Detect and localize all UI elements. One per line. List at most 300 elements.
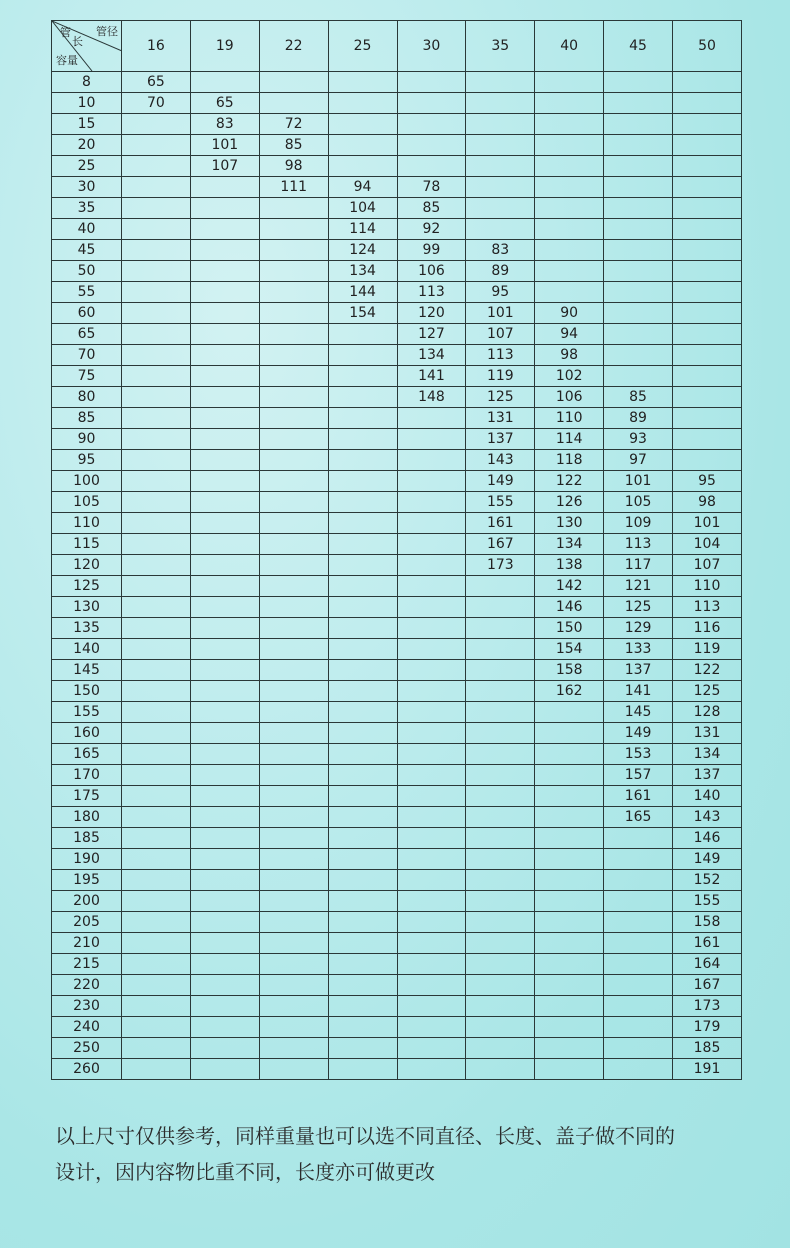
column-header: 35: [466, 21, 535, 72]
length-cell: [673, 450, 742, 471]
length-cell: [190, 366, 259, 387]
length-cell: [673, 429, 742, 450]
length-cell: 121: [604, 576, 673, 597]
length-cell: [259, 681, 328, 702]
length-cell: 110: [673, 576, 742, 597]
table-row: [52, 471, 742, 492]
length-cell: [466, 72, 535, 93]
length-cell: [535, 72, 604, 93]
length-cell: [535, 1059, 604, 1080]
length-cell: [604, 219, 673, 240]
length-cell: [122, 912, 191, 933]
length-cell: [673, 219, 742, 240]
length-cell: 154: [328, 303, 397, 324]
length-cell: 94: [328, 177, 397, 198]
length-cell: [122, 534, 191, 555]
length-cell: [535, 744, 604, 765]
length-cell: [259, 660, 328, 681]
length-cell: [190, 198, 259, 219]
length-cell: [328, 408, 397, 429]
length-cell: [122, 618, 191, 639]
length-cell: [673, 408, 742, 429]
length-cell: [397, 765, 466, 786]
length-cell: 150: [535, 618, 604, 639]
length-cell: [259, 198, 328, 219]
length-cell: [122, 450, 191, 471]
length-cell: [259, 282, 328, 303]
length-cell: [535, 282, 604, 303]
length-cell: [535, 954, 604, 975]
length-cell: [328, 513, 397, 534]
length-cell: [122, 996, 191, 1017]
length-cell: [328, 954, 397, 975]
table-body: [52, 72, 742, 1080]
length-cell: [190, 282, 259, 303]
table-row: [52, 597, 742, 618]
length-cell: 131: [673, 723, 742, 744]
length-cell: 154: [535, 639, 604, 660]
length-cell: [673, 177, 742, 198]
length-cell: 143: [466, 450, 535, 471]
column-header: 25: [328, 21, 397, 72]
length-cell: [466, 93, 535, 114]
length-cell: [259, 996, 328, 1017]
length-cell: [604, 1038, 673, 1059]
length-cell: [259, 912, 328, 933]
length-cell: [122, 177, 191, 198]
length-cell: [604, 849, 673, 870]
length-cell: [259, 1059, 328, 1080]
length-cell: 161: [466, 513, 535, 534]
length-cell: [397, 534, 466, 555]
length-cell: [328, 1017, 397, 1038]
length-cell: [397, 1059, 466, 1080]
length-cell: [122, 597, 191, 618]
capacity-cell: 100: [52, 471, 122, 492]
length-cell: [397, 135, 466, 156]
length-cell: [397, 828, 466, 849]
length-cell: [190, 513, 259, 534]
length-cell: [259, 324, 328, 345]
length-cell: [190, 807, 259, 828]
length-cell: [190, 72, 259, 93]
length-cell: 158: [673, 912, 742, 933]
capacity-cell: 115: [52, 534, 122, 555]
capacity-cell: 230: [52, 996, 122, 1017]
length-cell: [397, 660, 466, 681]
length-cell: 134: [673, 744, 742, 765]
length-cell: [466, 723, 535, 744]
length-cell: 113: [673, 597, 742, 618]
length-cell: 155: [673, 891, 742, 912]
length-cell: 120: [397, 303, 466, 324]
length-cell: 161: [604, 786, 673, 807]
length-cell: [190, 891, 259, 912]
length-cell: [466, 576, 535, 597]
length-cell: [259, 1017, 328, 1038]
length-cell: [259, 387, 328, 408]
length-cell: [259, 492, 328, 513]
length-cell: [466, 786, 535, 807]
corner-label-tube: 管: [60, 26, 71, 39]
length-cell: 130: [535, 513, 604, 534]
length-cell: 164: [673, 954, 742, 975]
capacity-cell: 220: [52, 975, 122, 996]
column-header: 16: [122, 21, 191, 72]
length-cell: [328, 618, 397, 639]
length-cell: 101: [190, 135, 259, 156]
length-cell: [259, 597, 328, 618]
length-cell: [397, 1038, 466, 1059]
length-cell: 140: [673, 786, 742, 807]
length-cell: 173: [673, 996, 742, 1017]
length-cell: [190, 1038, 259, 1059]
length-cell: [604, 324, 673, 345]
length-cell: [466, 975, 535, 996]
length-cell: [259, 555, 328, 576]
length-cell: [466, 597, 535, 618]
length-cell: [328, 849, 397, 870]
length-cell: [122, 744, 191, 765]
table-row: [52, 1059, 742, 1080]
length-cell: [604, 870, 673, 891]
length-cell: [122, 156, 191, 177]
length-cell: 157: [604, 765, 673, 786]
length-cell: [259, 1038, 328, 1059]
length-cell: 145: [604, 702, 673, 723]
capacity-cell: 40: [52, 219, 122, 240]
capacity-cell: 95: [52, 450, 122, 471]
table-row: [52, 933, 742, 954]
length-cell: [466, 618, 535, 639]
length-cell: 134: [328, 261, 397, 282]
table-row: [52, 324, 742, 345]
length-cell: [190, 261, 259, 282]
length-cell: [328, 429, 397, 450]
length-cell: [190, 345, 259, 366]
column-header: 19: [190, 21, 259, 72]
length-cell: [535, 975, 604, 996]
length-cell: [673, 240, 742, 261]
length-cell: [259, 72, 328, 93]
table-row: [52, 534, 742, 555]
length-cell: [122, 345, 191, 366]
length-cell: [259, 618, 328, 639]
length-cell: 142: [535, 576, 604, 597]
length-cell: [466, 828, 535, 849]
length-cell: [122, 660, 191, 681]
length-cell: 173: [466, 555, 535, 576]
length-cell: [673, 261, 742, 282]
table-row: [52, 639, 742, 660]
length-cell: [604, 975, 673, 996]
length-cell: [122, 933, 191, 954]
length-cell: [466, 135, 535, 156]
column-header: 45: [604, 21, 673, 72]
table-row: [52, 765, 742, 786]
table-row: [52, 891, 742, 912]
capacity-cell: 110: [52, 513, 122, 534]
length-cell: [259, 744, 328, 765]
length-cell: [328, 702, 397, 723]
length-cell: [466, 954, 535, 975]
length-cell: [122, 639, 191, 660]
length-cell: [122, 198, 191, 219]
length-cell: [259, 261, 328, 282]
length-cell: [604, 93, 673, 114]
length-cell: [397, 492, 466, 513]
length-cell: 162: [535, 681, 604, 702]
length-cell: [190, 387, 259, 408]
table-row: [52, 492, 742, 513]
capacity-cell: 35: [52, 198, 122, 219]
length-cell: [604, 828, 673, 849]
length-cell: [535, 723, 604, 744]
capacity-cell: 8: [52, 72, 122, 93]
length-cell: [466, 933, 535, 954]
capacity-cell: 55: [52, 282, 122, 303]
length-cell: [397, 1017, 466, 1038]
capacity-cell: 125: [52, 576, 122, 597]
length-cell: [190, 324, 259, 345]
length-cell: [604, 345, 673, 366]
capacity-cell: 205: [52, 912, 122, 933]
length-cell: 102: [535, 366, 604, 387]
table-row: [52, 261, 742, 282]
table-row: [52, 1017, 742, 1038]
length-cell: [604, 240, 673, 261]
length-cell: [466, 912, 535, 933]
length-cell: [328, 72, 397, 93]
capacity-cell: 60: [52, 303, 122, 324]
table-row: [52, 912, 742, 933]
table-row: [52, 429, 742, 450]
column-header: 30: [397, 21, 466, 72]
length-cell: [604, 135, 673, 156]
length-cell: [466, 849, 535, 870]
length-cell: [190, 1059, 259, 1080]
length-cell: [328, 828, 397, 849]
capacity-cell: 70: [52, 345, 122, 366]
length-cell: 148: [397, 387, 466, 408]
length-cell: 191: [673, 1059, 742, 1080]
capacity-cell: 15: [52, 114, 122, 135]
length-cell: [673, 282, 742, 303]
tube-size-table: [51, 20, 742, 1080]
length-cell: 165: [604, 807, 673, 828]
length-cell: [328, 114, 397, 135]
length-cell: [397, 597, 466, 618]
length-cell: [190, 849, 259, 870]
length-cell: [466, 870, 535, 891]
length-cell: 107: [466, 324, 535, 345]
capacity-cell: 50: [52, 261, 122, 282]
length-cell: [604, 177, 673, 198]
length-cell: 85: [259, 135, 328, 156]
length-cell: [190, 303, 259, 324]
length-cell: [604, 114, 673, 135]
length-cell: 99: [397, 240, 466, 261]
length-cell: 125: [673, 681, 742, 702]
corner-label-capacity: 容量: [56, 54, 78, 67]
table-row: [52, 744, 742, 765]
length-cell: [122, 282, 191, 303]
column-header: 22: [259, 21, 328, 72]
length-cell: [397, 618, 466, 639]
length-cell: [328, 387, 397, 408]
length-cell: 134: [397, 345, 466, 366]
length-cell: 72: [259, 114, 328, 135]
length-cell: 185: [673, 1038, 742, 1059]
length-cell: 89: [466, 261, 535, 282]
length-cell: [328, 975, 397, 996]
length-cell: [259, 933, 328, 954]
length-cell: 105: [604, 492, 673, 513]
length-cell: 97: [604, 450, 673, 471]
length-cell: 137: [673, 765, 742, 786]
length-cell: [397, 807, 466, 828]
length-cell: [535, 786, 604, 807]
length-cell: [535, 93, 604, 114]
capacity-cell: 150: [52, 681, 122, 702]
table-row: [52, 702, 742, 723]
capacity-cell: 140: [52, 639, 122, 660]
length-cell: [397, 702, 466, 723]
length-cell: 117: [604, 555, 673, 576]
table-row: [52, 828, 742, 849]
length-cell: [535, 219, 604, 240]
length-cell: [259, 240, 328, 261]
length-cell: [190, 744, 259, 765]
table-row: [52, 723, 742, 744]
length-cell: [259, 702, 328, 723]
length-cell: 83: [190, 114, 259, 135]
length-cell: [190, 618, 259, 639]
length-cell: [122, 492, 191, 513]
length-cell: 149: [604, 723, 673, 744]
capacity-cell: 215: [52, 954, 122, 975]
length-cell: [122, 1017, 191, 1038]
capacity-cell: 85: [52, 408, 122, 429]
table-row: [52, 1038, 742, 1059]
length-cell: 155: [466, 492, 535, 513]
length-cell: [328, 639, 397, 660]
length-cell: 133: [604, 639, 673, 660]
length-cell: [466, 156, 535, 177]
length-cell: [328, 1038, 397, 1059]
footnote-line-1: 以上尺寸仅供参考，同样重量也可以选不同直径、长度、盖子做不同的: [55, 1124, 675, 1148]
length-cell: [122, 1059, 191, 1080]
length-cell: 137: [604, 660, 673, 681]
length-cell: [259, 345, 328, 366]
capacity-cell: 20: [52, 135, 122, 156]
length-cell: [122, 114, 191, 135]
length-cell: [190, 1017, 259, 1038]
length-cell: [466, 1059, 535, 1080]
table-row: [52, 408, 742, 429]
length-cell: [122, 471, 191, 492]
length-cell: [466, 198, 535, 219]
length-cell: [122, 219, 191, 240]
length-cell: [466, 177, 535, 198]
length-cell: [535, 702, 604, 723]
corner-label-diameter: 管径: [96, 25, 118, 38]
length-cell: 167: [673, 975, 742, 996]
capacity-cell: 80: [52, 387, 122, 408]
table-row: [52, 555, 742, 576]
table-row: [52, 660, 742, 681]
table-row: [52, 618, 742, 639]
length-cell: 65: [190, 93, 259, 114]
length-cell: 98: [673, 492, 742, 513]
length-cell: [259, 954, 328, 975]
length-cell: [466, 660, 535, 681]
capacity-cell: 250: [52, 1038, 122, 1059]
capacity-cell: 75: [52, 366, 122, 387]
length-cell: [535, 114, 604, 135]
length-cell: [122, 324, 191, 345]
length-cell: 141: [604, 681, 673, 702]
length-cell: 141: [397, 366, 466, 387]
length-cell: [535, 198, 604, 219]
length-cell: [259, 849, 328, 870]
length-cell: 90: [535, 303, 604, 324]
length-cell: [190, 597, 259, 618]
length-cell: [604, 282, 673, 303]
length-cell: [397, 954, 466, 975]
length-cell: 101: [673, 513, 742, 534]
length-cell: [466, 639, 535, 660]
length-cell: [122, 261, 191, 282]
length-cell: [397, 744, 466, 765]
length-cell: [259, 303, 328, 324]
length-cell: 104: [328, 198, 397, 219]
table-row: [52, 849, 742, 870]
length-cell: [535, 870, 604, 891]
length-cell: 152: [673, 870, 742, 891]
capacity-cell: 145: [52, 660, 122, 681]
capacity-cell: 120: [52, 555, 122, 576]
length-cell: [328, 492, 397, 513]
length-cell: 92: [397, 219, 466, 240]
table-row: [52, 135, 742, 156]
length-cell: [328, 534, 397, 555]
length-cell: 161: [673, 933, 742, 954]
length-cell: [397, 681, 466, 702]
capacity-cell: 165: [52, 744, 122, 765]
length-cell: 89: [604, 408, 673, 429]
length-cell: [190, 534, 259, 555]
length-cell: [466, 702, 535, 723]
length-cell: [397, 429, 466, 450]
capacity-cell: 30: [52, 177, 122, 198]
length-cell: 122: [535, 471, 604, 492]
length-cell: [535, 933, 604, 954]
length-cell: [122, 870, 191, 891]
length-cell: [122, 366, 191, 387]
header-corner-cell: [52, 21, 122, 72]
capacity-cell: 195: [52, 870, 122, 891]
length-cell: [673, 366, 742, 387]
length-cell: [122, 429, 191, 450]
length-cell: [328, 744, 397, 765]
length-cell: [259, 639, 328, 660]
capacity-table-container: [51, 20, 742, 1080]
length-cell: [673, 324, 742, 345]
length-cell: [397, 93, 466, 114]
length-cell: [190, 975, 259, 996]
length-cell: [397, 996, 466, 1017]
